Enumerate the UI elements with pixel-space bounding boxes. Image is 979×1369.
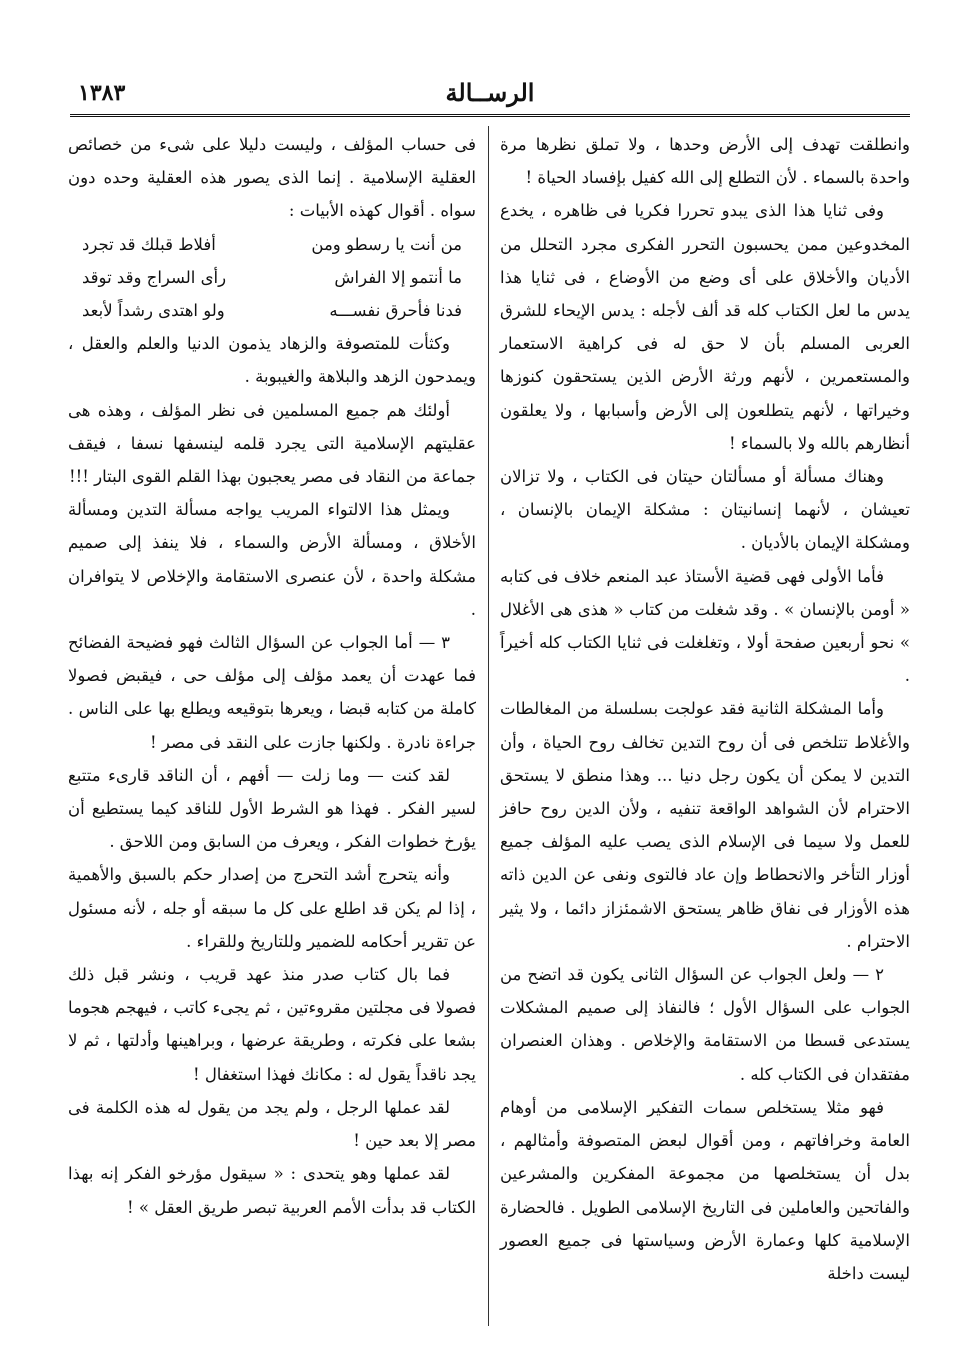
paragraph: فما بال كتاب صدر منذ عهد قريب ، ونشر قبل ذلك فصولا فى مجلتين مقروءتين ، ثم يجىء كاتب ، فيهجم هجوما بشعا على فكرته ، وطريقة عرضها ، وبراهينها وأدلتها ، ثم لا يجد ناقداً يقول له : مكانك فهذا استغفال ! (68, 965, 476, 1084)
paragraph: وهناك مسألة أو مسألتان حيتان فى الكتاب ، ولا تزالان تعيشان ، لأنهما إنسانيتان : مشكلة الإيمان بالإنسان ، ومشكلة الإيمان بالأديان . (500, 467, 910, 553)
poem-verse (68, 261, 476, 294)
paragraph: فأما الأولى فهى قضية الأستاذ عبد المنعم خلاف فى كتابه « أومن بالإنسان » . وقد شغلت من كتاب « هذى هى الأغلال » نحو أربعين صفحة أولا ، وتغلغلت فى ثنايا الكتاب كله أخيراً . (500, 566, 910, 686)
page-header (70, 78, 910, 112)
hemistich-first: ما أنتمو إلا الفراش (334, 267, 462, 287)
hemistich-first: من أنت يا رسطو ومن (311, 234, 462, 254)
paragraph: وانطلقت تهدف إلى الأرض وحدها ، ولا تملق نظرها مرة واحدة بالسماء . لأن التطلع إلى الله كفيل بإفساد الحياة ! (500, 135, 910, 188)
paragraph: وفى ثنايا هذا الذى يبدو تحررا فكريا فى ظاهره ، يخدع المخدوعين ممن يحسبون التحرر الفكرى مجرد التحلل من الأديان والأخلاق على أى وضع من الأوضاع ، فى ثنايا هذا يدس ما لعل الكتاب كله قد ألف لأجله : يدس الإيحاء للشرق العربى المسلم بأن لا حق له فى كراهية الاستعمار والمستعمرين ، لأنهم ورثة الأرض الذين يستحقون كنوزها وخيراتها ، لأنهم يتطلعون إلى الأرض وأسبابها ، ولا يعلقون أنظارهم بالله ولا بالسماء ! (500, 201, 910, 453)
right-column (500, 128, 910, 1290)
paragraph: لقد عملها وهو يتحدى : « سيقول مؤرخو الفكر إنه بهذا الكتاب قد بدأت الأمم العربية تبصر طريق العقل » ! (68, 1164, 476, 1217)
paragraph: وكثأت للمتصوفة والزهاد يذمون الدنيا والعلم والعقل ، ويمدحون الزهد والبلاهة والغيبوبة . (68, 334, 476, 387)
hemistich-second: رأى السراج وقد توقد (82, 267, 227, 287)
hemistich-second: ولو اهتدى رشداً لأبعد (82, 301, 225, 321)
hemistich-first: فدنا فأحرق نفســـه (329, 301, 462, 321)
paragraph: فهو مثلا يستخلص سمات التفكير الإسلامى من أوهام العامة وخرافاتهم ، ومن أقوال لبعض المتصوفة وأمثالهم ، بدل أن يستخلصها من مجموعة المفكرين والمشرعين والفاتحين والعاملين فى التاريخ الإسلامى الطويل . فالحضارة الإسلامية كلها وعمارة الأرض وسياستها فى جميع العصور ليست داخلة (500, 1097, 910, 1283)
paragraph: وأما المشكلة الثانية فقد عولجت بسلسلة من المغالطات والأغلاط تتلخص فى أن روح التدين تخالف روح الحياة ، وأن التدين لا يمكن أن يكون رجل دنيا ... وهذا منطق لا يستحق الاحترام لأن الشواهد الواقعة تنفيه ، ولأن الدين روح حافز للعمل ولا سيما فى الإسلام الذى يصب عليه المؤلف جميع أوزار التأخر والانحطاط وإن عاد فالتوى ونفى عن الدين ذاته هذه الأوزار فى نفاق ظاهر يستحق الاشمئزاز دائما ، ولا يثير الاحترام . (500, 699, 910, 951)
paragraph: فى حساب المؤلف ، وليست دليلا على شىء من خصائص العقلية الإسلامية . إنما الذى يصور هذه العقلية وحده دون سواه . أقوال كهذه الأبيات : (68, 135, 476, 221)
paragraph: ويمثل هذا الالتواء المريب يواجه مسألة التدين ومسألة الأخلاق ، ومسألة الأرض والسماء ، فلا ينفذ إلى صميم مشكلة واحدة ، لأن عنصرى الاستقامة والإخلاص لا يتوافران . (68, 500, 476, 619)
paragraph: ٣ — أما الجواب عن السؤال الثالث فهو فضيحة الفضائح فما عهدت أن يعمد مؤلف إلى مؤلف حى ، فيقبض فصولا كاملة من كتابه قبضا ، ويعرها بتوقيعه ويطلع بها على الناس . جراءة نادرة . ولكنها جازت على النقد فى مصر ! (68, 633, 476, 752)
paragraph: لقد كنت — وما زلت — أفهم ، أن الناقد قارىء متتبع لسير الفكر . فهذا هو الشرط الأول للناقد كيما يستطيع أن يؤرخ خطوات الفكر ، ويعرف من السابق ومن اللاحق . (68, 765, 476, 852)
column-divider (488, 126, 489, 1326)
poem (68, 228, 476, 328)
page-number: ١٣٨٣ (78, 80, 126, 106)
header-rule (70, 114, 910, 117)
paragraph: وأنه يتحرج أشد التحرج من إصدار حكم بالسبق والأهمية ، إذا لم يكن قد اطلع على كل ما سبقه أو جله ، لأنه مسئول عن تقرير أحكامه للضمير وللتاريخ وللقراء . (68, 865, 476, 951)
page-title: الرســالة (445, 78, 535, 107)
hemistich-second: أفلاط قبلك قد تجرد (82, 234, 216, 254)
left-column (68, 128, 476, 1224)
paragraph: لقد عملها الرجل ، ولم يجد من يقول له هذه الكلمة فى مصر إلا بعد حين ! (68, 1097, 476, 1151)
poem-verse (68, 228, 476, 261)
paragraph: ٢ — ولعل الجواب عن السؤال الثانى يكون قد اتضح من الجواب على السؤال الأول ؛ فالنفاذ إلى صميم المشكلات يستدعى قسطا من الاستقامة والإخلاص . وهذان العنصران مفتقدان فى الكتاب كله . (500, 965, 910, 1084)
paragraph: أولئك هم جميع المسلمين فى نظر المؤلف ، وهذه هى عقليتهم الإسلامية التى يجرد قلمه لينسفها نسفا ، فيقف جماعة من النقاد فى مصر يعجبون بهذا القلم القوى البتار !!! (68, 400, 476, 487)
poem-verse (68, 294, 476, 327)
